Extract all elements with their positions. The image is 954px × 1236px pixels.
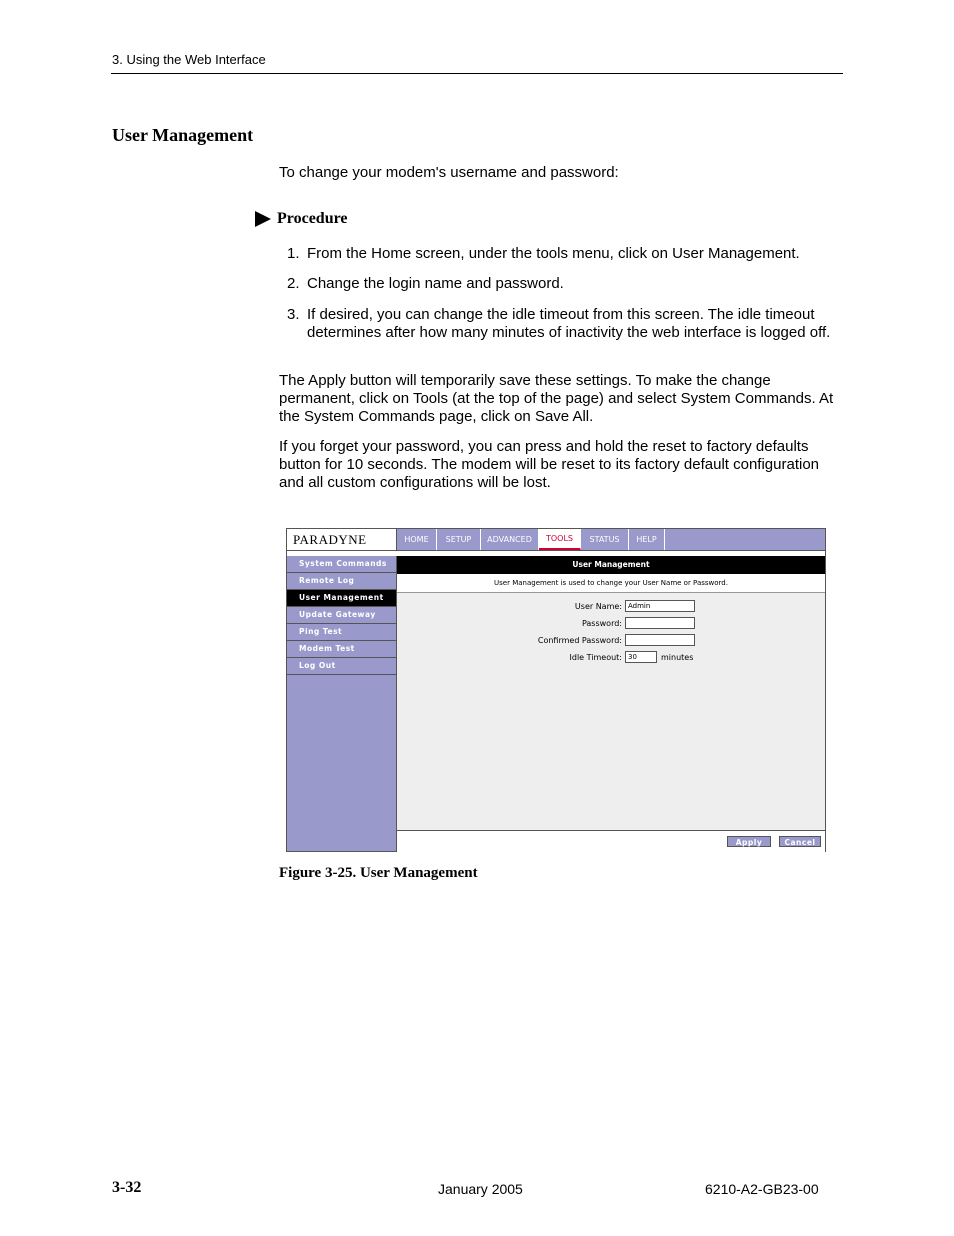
intro-text: To change your modem's username and password: — [279, 164, 619, 181]
step-2 — [287, 275, 843, 293]
password-label: Password: — [581, 618, 622, 628]
idle-timeout-label: Idle Timeout: — [569, 652, 622, 662]
paradyne-logo — [287, 529, 397, 550]
triangle-right-icon — [255, 211, 271, 227]
figure-caption: Figure 3-25. User Management — [279, 865, 478, 881]
confirm-password-label: Confirmed Password: — [537, 635, 622, 645]
step-1 — [287, 245, 843, 263]
tab-advanced[interactable]: ADVANCED — [481, 529, 539, 550]
apply-button[interactable]: Apply — [727, 836, 771, 847]
idle-timeout-input[interactable]: 30 — [625, 651, 657, 663]
top-nav-bar — [287, 529, 825, 551]
running-head: 3. Using the Web Interface — [112, 52, 266, 67]
step-number: 3. — [287, 306, 300, 323]
procedure-label: Procedure — [277, 210, 348, 227]
step-number: 1. — [287, 245, 300, 262]
tab-status[interactable]: STATUS — [581, 529, 629, 550]
user-name-label: User Name: — [574, 601, 622, 611]
confirm-password-input[interactable] — [625, 634, 695, 646]
panel-title: User Management — [397, 556, 825, 574]
step-text: If desired, you can change the idle timeout from this screen. The idle timeout determines after how many minutes of inactivity the web interface is logged off. — [307, 306, 831, 341]
user-name-input[interactable]: Admin — [625, 600, 695, 612]
tab-setup[interactable]: SETUP — [437, 529, 481, 550]
step-text: From the Home screen, under the tools menu, click on User Management. — [307, 245, 800, 262]
button-bar — [397, 830, 825, 852]
reset-paragraph: If you forget your password, you can press and hold the reset to factory defaults button for 10 seconds. The modem will be reset to its factory default configuration and all custom configurations will be lost. — [279, 438, 820, 491]
sidebar-item-user-management[interactable]: User Management — [287, 590, 396, 607]
tab-home[interactable]: HOME — [397, 529, 437, 550]
cancel-button[interactable]: Cancel — [779, 836, 821, 847]
password-row — [397, 617, 695, 629]
panel-description: User Management is used to change your User Name or Password. — [397, 574, 825, 593]
sidebar-item-system-commands[interactable]: System Commands — [287, 556, 396, 573]
nav-tabs — [397, 529, 665, 550]
sidebar-item-update-gateway[interactable]: Update Gateway — [287, 607, 396, 624]
sidebar-item-remote-log[interactable]: Remote Log — [287, 573, 396, 590]
procedure-heading — [255, 210, 348, 228]
sidebar — [287, 556, 397, 851]
figure-screenshot — [286, 528, 826, 852]
idle-timeout-unit: minutes — [661, 652, 694, 662]
idle-timeout-row — [397, 651, 693, 663]
step-3 — [287, 306, 843, 342]
confirm-password-row — [397, 634, 695, 646]
step-text: Change the login name and password. — [307, 275, 564, 292]
tab-tools[interactable]: TOOLS — [539, 529, 581, 550]
apply-paragraph: The Apply button will temporarily save these settings. To make the change permanent, click on Tools (at the top of the page) and select System Commands. At the System Commands page, click on Save All. — [279, 372, 834, 425]
user-name-row — [397, 600, 695, 612]
page-number: 3-32 — [112, 1179, 142, 1196]
sidebar-item-modem-test[interactable]: Modem Test — [287, 641, 396, 658]
main-panel — [397, 556, 825, 851]
header-rule — [111, 73, 843, 74]
tab-help[interactable]: HELP — [629, 529, 665, 550]
logo-text: PARADYNE — [293, 532, 367, 547]
footer-date: January 2005 — [438, 1181, 523, 1197]
sidebar-item-log-out[interactable]: Log Out — [287, 658, 396, 675]
sidebar-item-ping-test[interactable]: Ping Test — [287, 624, 396, 641]
password-input[interactable] — [625, 617, 695, 629]
footer-doc-id: 6210-A2-GB23-00 — [705, 1181, 819, 1197]
section-title: User Management — [112, 125, 254, 145]
step-number: 2. — [287, 275, 300, 292]
